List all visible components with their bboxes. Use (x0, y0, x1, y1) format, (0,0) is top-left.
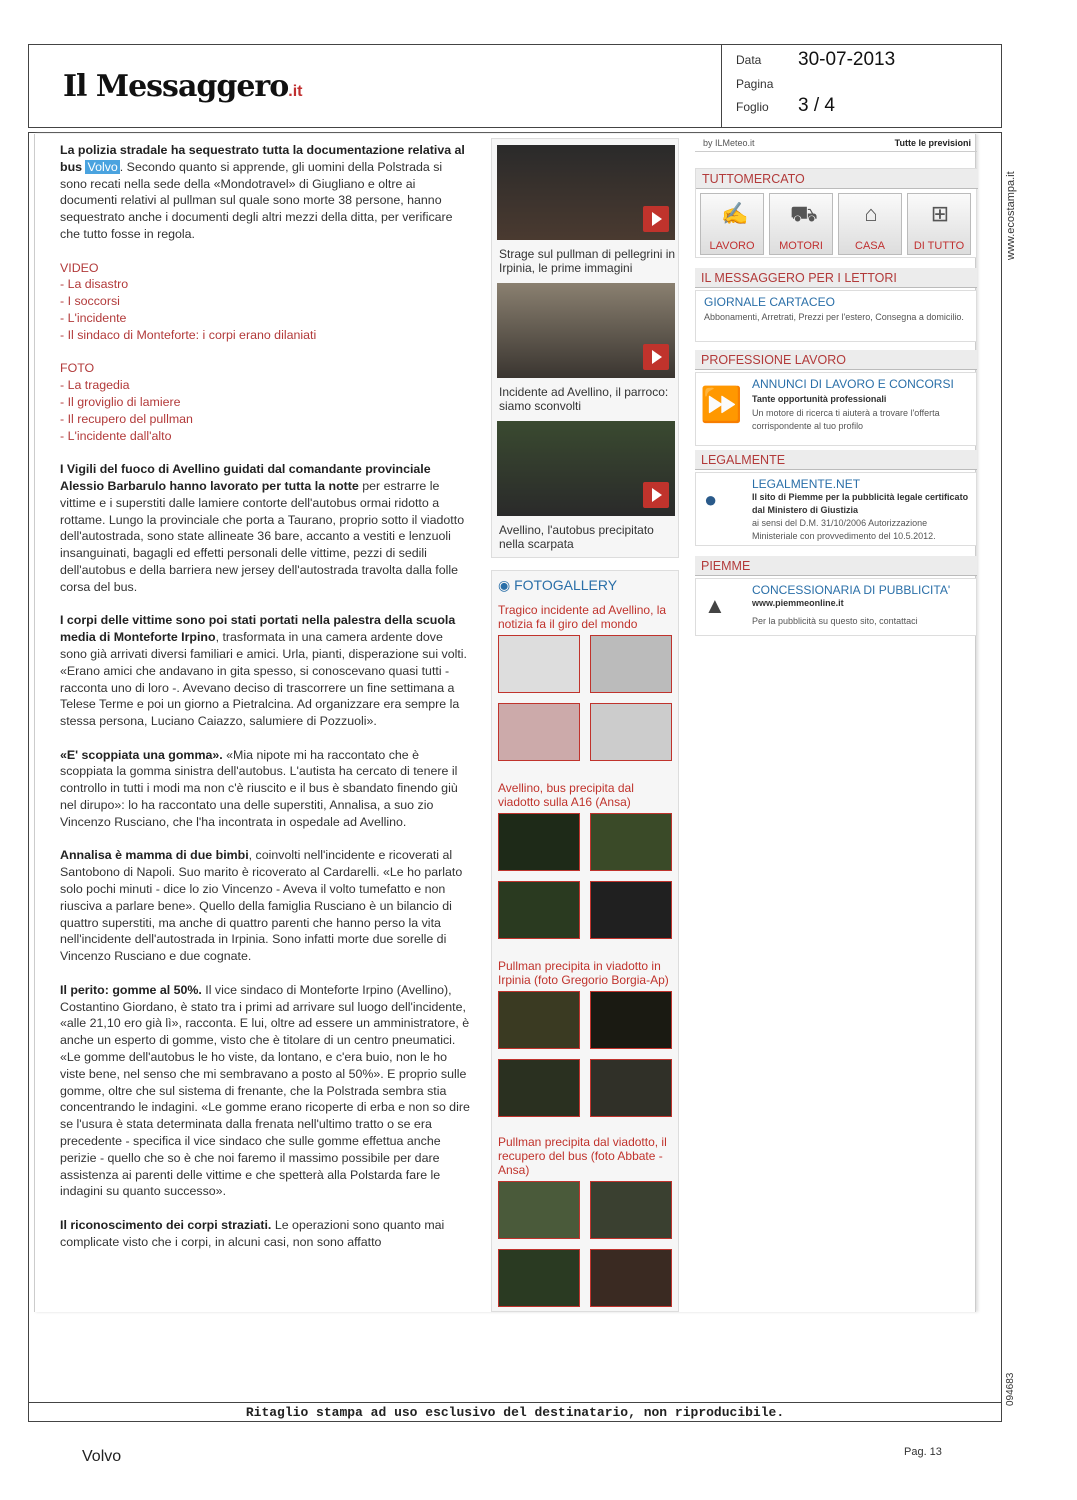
play-icon[interactable] (643, 206, 669, 232)
foto-link-1[interactable]: - La tragedia (60, 378, 130, 393)
annunci-link[interactable]: ANNUNCI DI LAVORO E CONCORSI (752, 377, 954, 391)
video-caption-3[interactable]: Avellino, l'autobus precipitato nella scarpata (499, 523, 654, 551)
video-link-2[interactable]: - I soccorsi (60, 294, 120, 309)
gallery-photo[interactable] (590, 1249, 672, 1307)
video-thumb-1[interactable] (497, 145, 675, 240)
fotogallery-title: ◉ FOTOGALLERY (498, 577, 618, 593)
video-caption-2[interactable]: Incidente ad Avellino, il parroco: siamo sconvolti (499, 385, 669, 413)
gallery-caption-2[interactable]: Avellino, bus precipita dal viadotto sulla A16 (Ansa) (498, 781, 634, 809)
paragraph-3: I corpi delle vittime sono poi stati portati nella palestra della scuola media di Monteforte Irpino, trasformata in una camera ardente dove sono già arrivati diversi familiari e amici. Urla, pianti, disperazione sui volti. «Erano amici che andavano in gita spesso, si conoscevano quasi tutti - racconta uno di loro -. Avevano deciso di trascorrere un fine settimana a Telese Terme e poi un giorno a Pietralcina. Ad organizzare era sempre la stessa persona, Luciano Caiazzo, salumiere di Pozzuoli». (60, 613, 467, 729)
page-number: Pag. 13 (904, 1446, 942, 1458)
source-site: www.ecostampa.it (1005, 171, 1017, 260)
gallery-photo[interactable] (590, 881, 672, 939)
worker-icon: ✍ (721, 201, 749, 226)
tuttomercato-box (695, 168, 977, 258)
cart-icon: ⊞ (930, 201, 950, 226)
video-links: VIDEO - La disastro - I soccorsi - L'incidente - Il sindaco di Monteforte: i corpi erano dilaniati (60, 260, 317, 342)
paragraph-6: Il perito: gomme al 50%. Il vice sindaco di Monteforte Irpino (Avellino), Costantino Giordano, è stato tra i primi ad arrivare sul luogo dell'incidente, «alle 21,10 ero già lì», racconta. E lui, oltre ad essere un amministratore, è anche un esperto di gomme, visto che è titolare di un centro pneumatici. «Le gomme dell'autobus le ho viste, da lontano, e c'era buio, non le ho viste bene, nel senso che mi sembravano a posto al 50%». E proprio sulle gomme, oltre che sul sistema di frenante, che la Polstrada sembra stia concentrando le indagini. «Le gomme erano ricoperte di erba e non so dire se l'usura è stata determinata dalla frenata nell'ultimo tratto o se era precedente - specifica il vice sindaco che sulle gomme effettua anche perizie - quello che so è che noi faremo il massimo possibile per dare assistenza ai parenti delle vittime e che spetterà alla Polstarda fare le indagini su quanto successo». (60, 982, 470, 1199)
video-link-1[interactable]: - La disastro (60, 277, 129, 292)
camera-icon: ◉ (498, 577, 511, 593)
gallery-photo[interactable] (498, 1181, 580, 1239)
gallery-photo[interactable] (498, 703, 580, 761)
legal-box (695, 472, 977, 546)
gallery-photo[interactable] (498, 1059, 580, 1117)
gallery-photo[interactable] (590, 703, 672, 761)
gallery-photo[interactable] (590, 1059, 672, 1117)
gallery-caption-4[interactable]: Pullman precipita dal viadotto, il recupero del bus (foto Abbate - Ansa) (498, 1135, 667, 1177)
piemme-logo-icon: ▲ (704, 593, 726, 618)
foto-links: FOTO - La tragedia - Il groviglio di lamiere - Il recupero del pullman - L'incidente dall'alto (60, 361, 193, 443)
legal-sub: Il sito di Piemme per la pubblicità legale certificato dal Ministero di Giustizia (752, 492, 969, 515)
annunci-sub: Tante opportunità professionali (752, 394, 887, 404)
legal-link[interactable]: LEGALMENTE.NET (752, 477, 861, 491)
paragraph-1: La polizia stradale ha sequestrato tutta la documentazione relativa al bus Volvo . Secondo quanto si apprende, gli uomini della Polstrada si sono recati nella sede della «Mondotravel» di Giugliano e oltre ai documenti relativi al pullman sul quale sono morte 38 persone, hanno sequestrato anche i documenti degli altri mezzi della ditta, per verificare che tutto fosse in regola. (60, 143, 465, 241)
date-value: 30-07-2013 (798, 49, 896, 70)
page-label: Pagina (736, 77, 774, 91)
date-label: Data (736, 53, 762, 67)
giornale-link[interactable]: GIORNALE CARTACEO (704, 295, 835, 309)
piemme-sub: www.piemmeonline.it (752, 598, 844, 608)
di-tutto-button[interactable]: ⊞ DI TUTTO (907, 193, 971, 255)
piemme-head: PIEMME (695, 556, 977, 576)
gallery-caption-1[interactable]: Tragico incidente ad Avellino, la notizia fa il giro del mondo (498, 603, 667, 631)
gallery-photo[interactable] (498, 881, 580, 939)
paragraph-7: Il riconoscimento dei corpi straziati. Le operazioni sono quanto mai complicate visto che i corpi, in alcuni casi, non sono affatto (60, 1218, 445, 1249)
newspaper-logo: Il Messaggero.it (63, 69, 303, 104)
keyword-label: Volvo (82, 1448, 122, 1465)
gallery-photo[interactable] (590, 635, 672, 693)
gallery-photo[interactable] (590, 1181, 672, 1239)
foto-link-3[interactable]: - Il recupero del pullman (60, 411, 193, 426)
paragraph-5: Annalisa è mamma di due bimbi, coinvolti nell'incidente e ricoverati al Santobono di Napoli. Suo marito è ricoverato al Cardarelli. «Le ho parlato solo pochi minuti - dice lo zio Vincenzo - Aveva il volto tumefatto e non riusciva a parlare bene». Quello della famiglia Rusciano è un bilancio di quattro superstiti, ma anche di quattro parenti che hanno perso la vita nell'incidente dell'autostrada in Irpinia. Sono infatti morte due sorelle di Vincenzo Rusciano e due cognate. (60, 848, 463, 964)
gallery-photo[interactable] (498, 635, 580, 693)
play-icon[interactable] (643, 482, 669, 508)
tuttomercato-head: TUTTOMERCATO (696, 169, 978, 189)
gallery-photo[interactable] (498, 1249, 580, 1307)
gallery-photo[interactable] (498, 991, 580, 1049)
legal-text: ai sensi del D.M. 31/10/2006 Autorizzazione Ministeriale con provvedimento del 10.5.2012. (752, 518, 936, 541)
video-link-3[interactable]: - L'incidente (60, 310, 127, 325)
document-header (28, 44, 1002, 128)
video-link-4[interactable]: - Il sindaco di Monteforte: i corpi erano dilaniati (60, 327, 317, 342)
piemme-link[interactable]: CONCESSIONARIA DI PUBBLICITA' (752, 583, 951, 597)
paragraph-2: I Vigili del fuoco di Avellino guidati dal comandante provinciale Alessio Barbarulo hanno lavorato per tutta la notte per estrarre le vittime e i superstiti dalle lamiere contorte dell'autobus ormai ridotto a rottame. Lungo la provinciale che porta a Taurano, proprio sotto il viadotto dell'autostrada, sono state allineate 36 bare, accanto a vestiti e lenzuoli insanguinati, bagagli ed effetti personali delle vittime, pezzi di sedili dell'autobus e della barriera new jersey dell'autostrada travolta dalla folle corsa del bus. (60, 462, 465, 594)
piemme-text: Per la pubblicità su questo sito, contattaci (752, 616, 918, 626)
house-icon: ⌂ (864, 201, 878, 226)
lettori-head: IL MESSAGGERO PER I LETTORI (695, 268, 977, 288)
article-body (60, 142, 470, 1267)
giornale-box (695, 290, 977, 342)
casa-button[interactable]: ⌂ CASA (838, 193, 902, 255)
paragraph-4: «E' scoppiata una gomma». «Mia nipote mi ha raccontato che è scoppiata la gomma sinistra dell'autobus. L'autista ha cercato di tenere il controllo in tutti i modi ma non c'è riuscito e il bus è sbandato finendo giù nel dirupo»: lo ha raccontato una delle superstiti, Annalisa, a suo zio Vincenzo Rusciano, che l'ha incontrata in ospedale ad Avellino. (60, 747, 458, 829)
keyword-highlight: Volvo (87, 159, 118, 174)
gallery-photo[interactable] (590, 991, 672, 1049)
giornale-text: Abbonamenti, Arretrati, Prezzi per l'estero, Consegna a domicilio. (704, 312, 964, 322)
gallery-photo[interactable] (498, 813, 580, 871)
meteo-link[interactable]: Tutte le previsioni (894, 138, 971, 148)
lavoro-head: PROFESSIONE LAVORO (695, 350, 977, 370)
gallery-caption-3[interactable]: Pullman precipita in viadotto in Irpinia (foto Gregorio Borgia-Ap) (498, 959, 669, 987)
play-icon[interactable] (643, 344, 669, 370)
meteo-bar: by ILMeteo.it Tutte le previsioni (695, 138, 977, 152)
clipping-code: 094683 (1005, 1372, 1016, 1406)
video-column (491, 138, 679, 558)
lavoro-button[interactable]: ✍ LAVORO (700, 193, 764, 255)
annunci-box (695, 372, 977, 446)
clipping-meta (721, 45, 1001, 127)
piemme-box (695, 578, 977, 636)
sheet-label: Foglio (736, 100, 769, 114)
legalmente-logo-icon: ● (704, 487, 718, 512)
car-icon: ⛟ (790, 201, 818, 226)
forward-arrow-icon: ⏩ (700, 386, 743, 424)
video-thumb-2[interactable] (497, 283, 675, 378)
foto-link-4[interactable]: - L'incidente dall'alto (60, 428, 172, 443)
foto-link-2[interactable]: - Il groviglio di lamiere (60, 394, 181, 409)
motori-button[interactable]: ⛟ MOTORI (769, 193, 833, 255)
reproduction-notice: Ritaglio stampa ad uso esclusivo del destinatario, non riproducibile. (28, 1402, 1002, 1422)
legal-head: LEGALMENTE (695, 450, 977, 470)
video-thumb-3[interactable] (497, 421, 675, 516)
video-caption-1[interactable]: Strage sul pullman di pellegrini in Irpinia, le prime immagini (499, 247, 676, 275)
sheet-value: 3 / 4 (798, 95, 835, 116)
annunci-text: Un motore di ricerca ti aiuterà a trovare l'offerta corrispondente al tuo profilo (752, 408, 940, 431)
fotogallery (491, 570, 679, 1312)
gallery-photo[interactable] (590, 813, 672, 871)
